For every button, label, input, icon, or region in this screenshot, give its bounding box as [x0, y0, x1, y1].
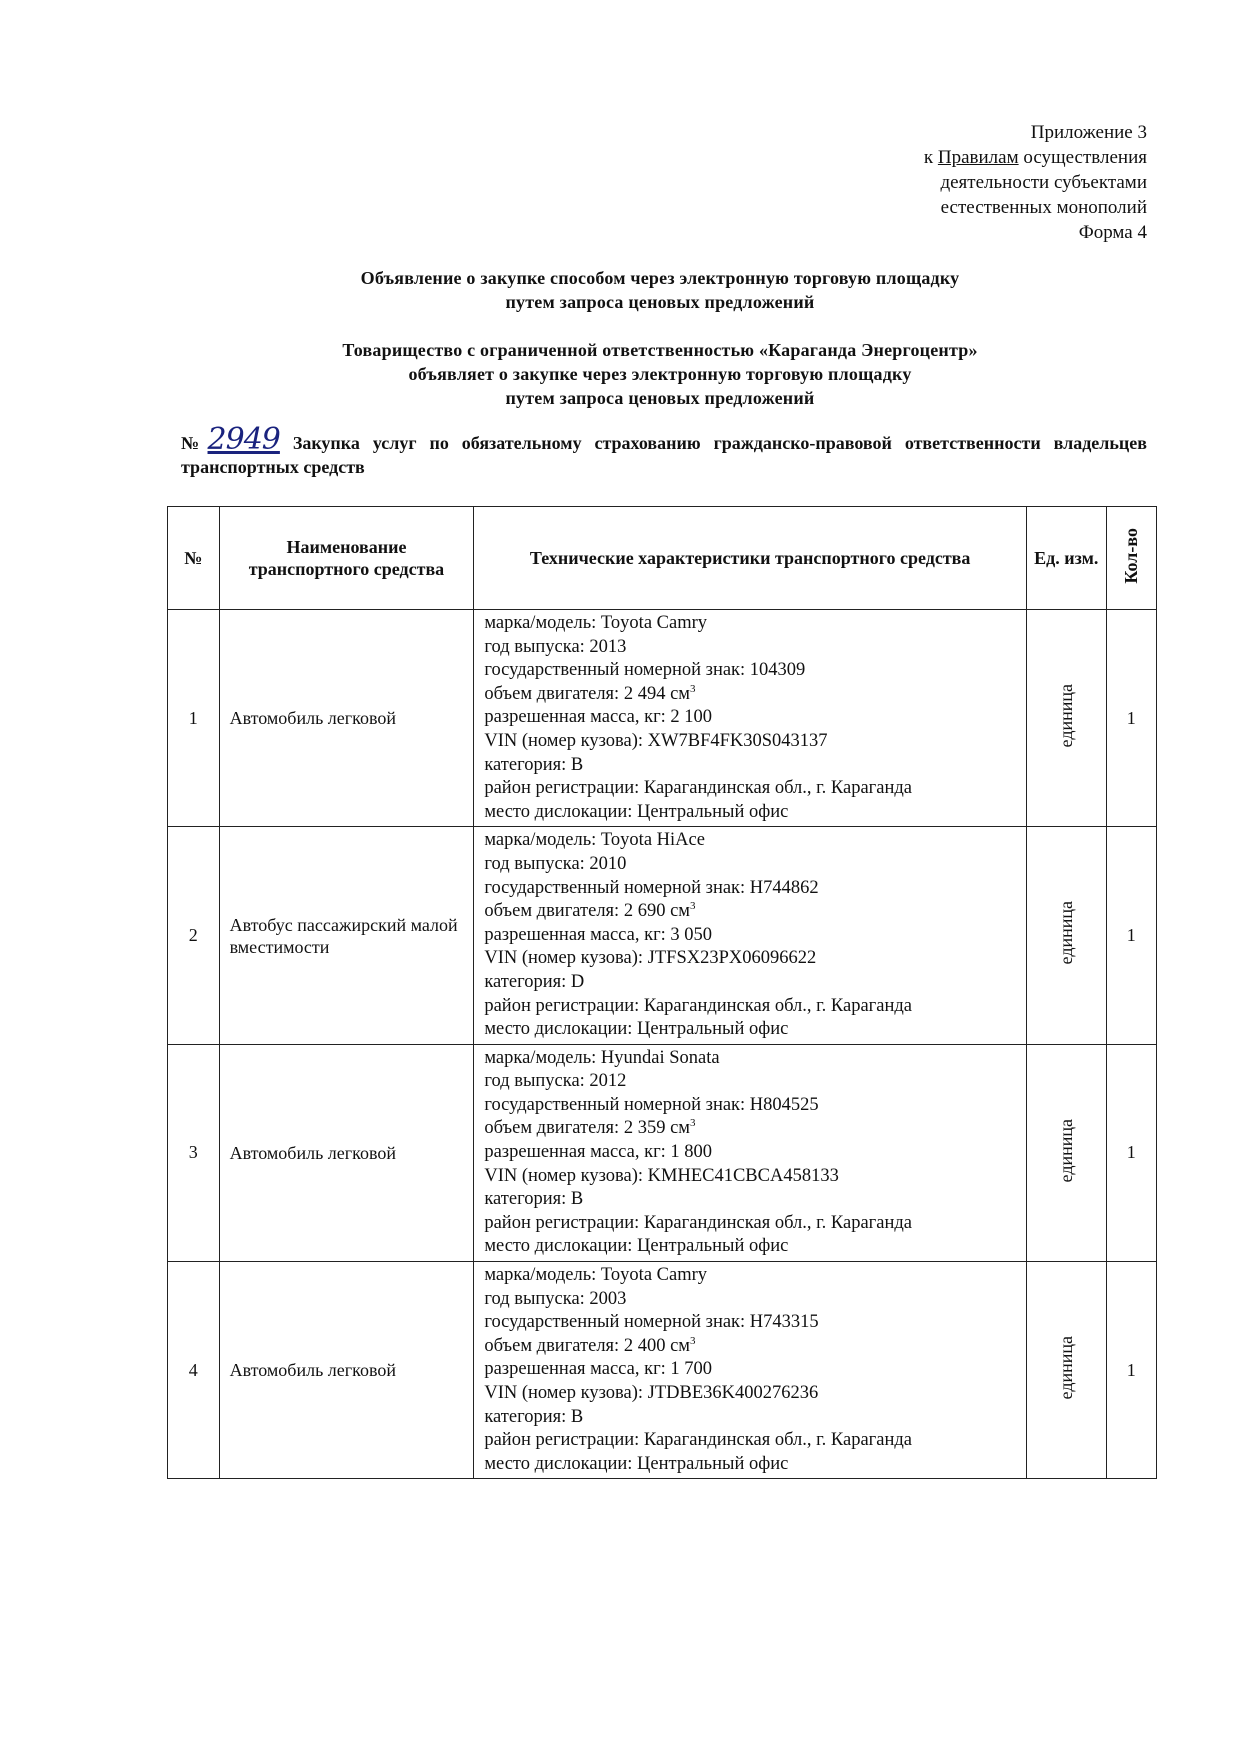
- spec-region: район регистрации: Карагандинская обл., г. Караганда: [484, 1212, 912, 1233]
- procurement-number-handwritten: 2949: [207, 422, 280, 457]
- company-line-1: Товарищество с ограниченной ответственностью «Караганда Энергоцентр»: [342, 340, 978, 360]
- vehicles-table: [167, 506, 1157, 1479]
- spec-engine-unit-superscript: 3: [690, 899, 696, 912]
- appendix-line-2-suffix: осуществления: [1018, 147, 1147, 168]
- company-line-3: путем запроса ценовых предложений: [505, 388, 815, 408]
- spec-engine-value: объем двигателя: 2 690 см: [484, 901, 690, 922]
- spec-plate: государственный номерной знак: 104309: [484, 660, 806, 681]
- spec-engine-value: объем двигателя: 2 494 см: [484, 683, 690, 704]
- header-qty-label: Кол-во: [1121, 527, 1142, 584]
- spec-region: район регистрации: Карагандинская обл., г. Караганда: [484, 778, 912, 799]
- vehicle-specs: [474, 827, 1027, 1044]
- company-line-2: объявляет о закупке через электронную торговую площадку: [408, 364, 912, 384]
- rules-link: Правилам: [937, 147, 1019, 168]
- spec-category: категория: В: [484, 1406, 584, 1427]
- spec-engine-value: объем двигателя: 2 400 см: [484, 1335, 690, 1356]
- spec-engine-unit-superscript: 3: [690, 1334, 696, 1347]
- unit-cell: [1026, 1262, 1106, 1479]
- procurement-description: [181, 422, 1147, 479]
- spec-vin: VIN (номер кузова): XW7BF4FK30S043137: [484, 730, 828, 751]
- spec-year: год выпуска: 2012: [484, 1071, 627, 1092]
- row-number: 4: [168, 1262, 220, 1479]
- vehicle-name: Автомобиль легковой: [219, 610, 474, 827]
- vehicle-specs: [474, 1044, 1027, 1261]
- announcement-title: [160, 266, 1160, 314]
- unit-label: единица: [1055, 1335, 1076, 1400]
- spec-region: район регистрации: Карагандинская обл., г. Караганда: [484, 995, 912, 1016]
- announcement-line-2: путем запроса ценовых предложений: [505, 292, 815, 312]
- header-number: №: [168, 507, 220, 610]
- appendix-line-2-prefix: к: [923, 147, 938, 168]
- spec-brand: марка/модель: Toyota Camry: [484, 1265, 708, 1286]
- spec-category: категория: D: [484, 971, 585, 992]
- spec-engine: [484, 1335, 1016, 1359]
- announcement-line-1: Объявление о закупке способом через электронную торговую площадку: [360, 268, 960, 288]
- appendix-line-3: деятельности субъектами: [940, 172, 1147, 193]
- spec-plate: государственный номерной знак: H744862: [484, 877, 819, 898]
- table-row: [168, 1044, 1157, 1261]
- spec-brand: марка/модель: Toyota Camry: [484, 613, 708, 633]
- vehicle-name: Автомобиль легковой: [219, 1044, 474, 1261]
- table-header-row: [168, 507, 1157, 610]
- spec-engine: [484, 900, 1016, 924]
- spec-plate: государственный номерной знак: H743315: [484, 1312, 819, 1333]
- form-number: Форма 4: [1078, 222, 1147, 243]
- unit-cell: [1026, 610, 1106, 827]
- spec-engine: [484, 1117, 1016, 1141]
- procurement-text: Закупка услуг по обязательному страхованию гражданско-правовой ответственности владельцев транспортных средств: [181, 433, 1147, 477]
- table-row: [168, 1262, 1157, 1479]
- appendix-line-4: естественных монополий: [940, 197, 1147, 218]
- spec-year: год выпуска: 2010: [484, 853, 627, 874]
- spec-category: категория: В: [484, 754, 584, 775]
- spec-location: место дислокации: Центральный офис: [484, 1453, 789, 1474]
- unit-cell: [1026, 827, 1106, 1044]
- vehicle-specs: [474, 1262, 1027, 1479]
- spec-category: категория: В: [484, 1189, 584, 1210]
- company-announcement: [160, 338, 1160, 410]
- unit-label: единица: [1055, 683, 1076, 748]
- header-specs: Технические характеристики транспортного средства: [474, 507, 1027, 610]
- table-row: [168, 610, 1157, 827]
- vehicle-name: Автомобиль легковой: [219, 1262, 474, 1479]
- header-qty: [1106, 507, 1156, 610]
- header-unit: Ед. изм.: [1026, 507, 1106, 610]
- spec-engine-unit-superscript: 3: [690, 1117, 696, 1130]
- quantity: 1: [1106, 827, 1156, 1044]
- procurement-number-label: №: [181, 433, 208, 453]
- appendix-header: [924, 120, 1147, 245]
- spec-mass: разрешенная масса, кг: 1 800: [484, 1142, 713, 1163]
- row-number: 1: [168, 610, 220, 827]
- unit-label: единица: [1055, 901, 1076, 965]
- spec-engine-unit-superscript: 3: [690, 682, 696, 695]
- spec-brand: марка/модель: Hyundai Sonata: [484, 1047, 720, 1068]
- vehicle-name: Автобус пассажирский малой вместимости: [219, 827, 474, 1044]
- row-number: 3: [168, 1044, 220, 1261]
- appendix-line-1: Приложение 3: [1030, 122, 1147, 143]
- spec-region: район регистрации: Карагандинская обл., г. Караганда: [484, 1430, 912, 1451]
- spec-engine: [484, 683, 1016, 707]
- spec-year: год выпуска: 2013: [484, 636, 627, 657]
- row-number: 2: [168, 827, 220, 1044]
- spec-mass: разрешенная масса, кг: 2 100: [484, 707, 713, 728]
- spec-year: год выпуска: 2003: [484, 1288, 627, 1309]
- spec-mass: разрешенная масса, кг: 1 700: [484, 1359, 713, 1380]
- spec-brand: марка/модель: Toyota HiAce: [484, 830, 705, 851]
- vehicle-specs: [474, 610, 1027, 827]
- spec-vin: VIN (номер кузова): JTDBE36K400276236: [484, 1383, 819, 1403]
- quantity: 1: [1106, 610, 1156, 827]
- spec-location: место дислокации: Центральный офис: [484, 1236, 789, 1257]
- appendix-line-2: [924, 145, 1147, 170]
- table-row: [168, 827, 1157, 1044]
- spec-location: место дислокации: Центральный офис: [484, 1019, 789, 1040]
- spec-mass: разрешенная масса, кг: 3 050: [484, 924, 713, 945]
- quantity: 1: [1106, 1044, 1156, 1261]
- header-name: Наименование транспортного средства: [219, 507, 474, 610]
- unit-cell: [1026, 1044, 1106, 1261]
- spec-vin: VIN (номер кузова): JTFSX23PX06096622: [484, 948, 817, 969]
- spec-location: место дислокации: Центральный офис: [484, 801, 789, 822]
- quantity: 1: [1106, 1262, 1156, 1479]
- unit-label: единица: [1055, 1118, 1076, 1183]
- spec-engine-value: объем двигателя: 2 359 см: [484, 1118, 690, 1139]
- spec-vin: VIN (номер кузова): KMHEC41CBCA458133: [484, 1165, 839, 1186]
- spec-plate: государственный номерной знак: H804525: [484, 1094, 819, 1115]
